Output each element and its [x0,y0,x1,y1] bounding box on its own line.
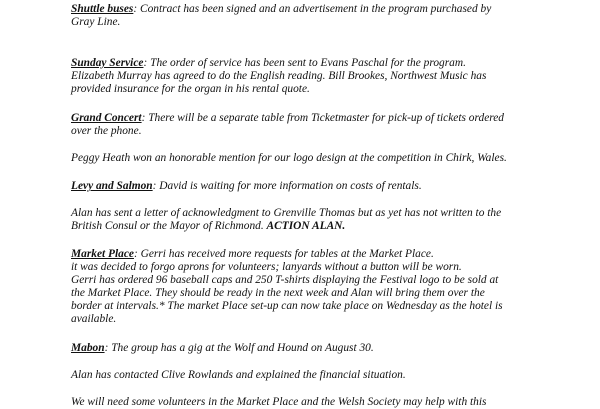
heading-grand-concert: Grand Concert [71,112,142,124]
paragraph-market-place [71,248,571,326]
line: border at intervals.* The market Place set-up can now take place on Wednesday as the hotel is [71,300,503,312]
paragraph-alan-clive [71,369,571,382]
paragraph-mabon [71,342,571,355]
text: : David is waiting for more information on costs of rentals. [152,180,422,192]
paragraph-levy-salmon [71,180,571,193]
cutoff-line [71,396,551,408]
line [71,112,571,125]
line [71,342,571,355]
text: We will need some volunteers in the Market Place and the Welsh Society may help with this [71,396,487,408]
line: it was decided to forgo aprons for volunteers; lanyards without a button will be worn. [71,261,462,273]
heading-sunday-service: Sunday Service [71,57,144,69]
paragraph-sunday-service [71,57,571,96]
paragraph-peggy-heath [71,152,571,165]
line [71,57,571,70]
heading-shuttle-buses: Shuttle buses [71,3,134,15]
paragraph-shuttle-buses [71,3,571,29]
heading-market-place: Market Place [71,248,134,260]
line [71,180,571,193]
line: Peggy Heath won an honorable mention for our logo design at the competition in Chirk, Wales. [71,152,507,164]
text: : There will be a separate table from Ticketmaster for pick-up of tickets ordered [141,112,505,124]
line [71,3,571,16]
text: : The group has a gig at the Wolf and Hound on August 30. [104,342,374,354]
line: Alan has sent a letter of acknowledgment to Grenville Thomas but as yet has not written to the [71,207,502,219]
heading-mabon: Mabon [71,342,105,354]
line [71,248,571,261]
line: the Market Place. They should be ready in the next week and Alan will bring them over the [71,287,485,299]
text: : The order of service has been sent to Evans Paschal for the program. [143,57,466,69]
line: Alan has contacted Clive Rowlands and explained the financial situation. [71,369,406,381]
paragraph-grand-concert [71,112,571,138]
line [71,220,571,233]
line: Gerri has ordered 96 baseball caps and 250 T-shirts displaying the Festival logo to be sold at [71,274,499,286]
paragraph-alan-letter [71,207,571,233]
text: : Gerri has received more requests for tables at the Market Place. [133,248,434,260]
text: : Contract has been signed and an advertisement in the program purchased by [133,3,492,15]
text: British Consul or the Mayor of Richmond. [71,220,267,232]
heading-levy-salmon: Levy and Salmon [71,180,153,192]
line: provided insurance for the organ in his rental quote. [71,83,310,95]
line: available. [71,313,117,325]
line: Elizabeth Murray has agreed to do the English reading. Bill Brookes, Northwest Music has [71,70,487,82]
line: over the phone. [71,125,142,137]
action-item: ACTION ALAN. [266,220,346,232]
line: Gray Line. [71,16,121,28]
